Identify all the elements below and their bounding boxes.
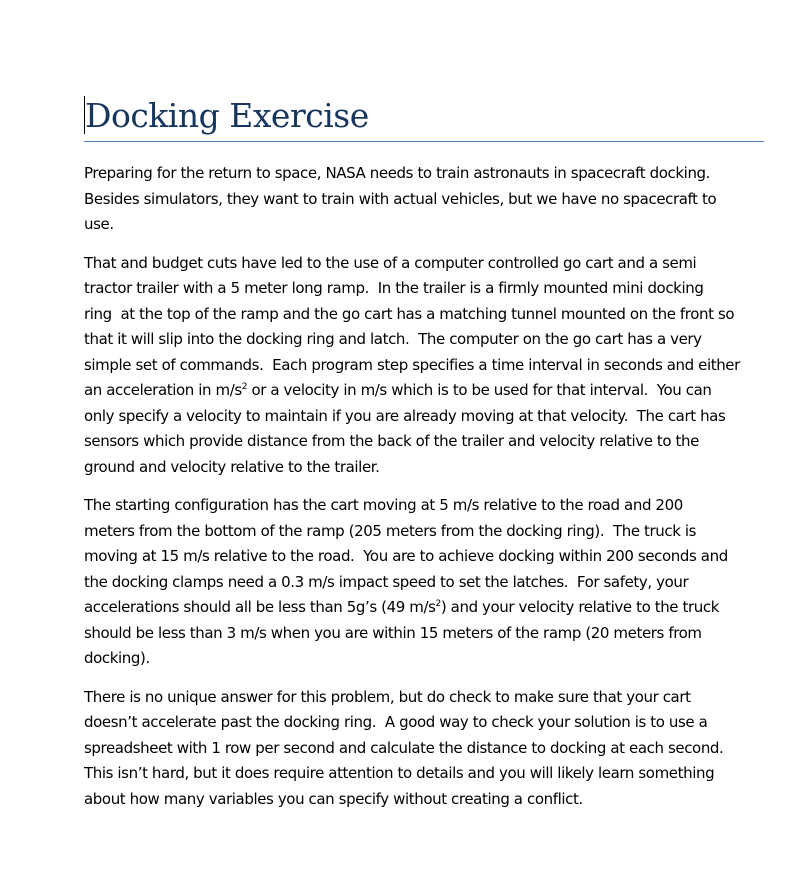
text-run: accelerations should all be less than 5g’s (49 m/s	[84, 598, 436, 616]
text-run: The starting configuration has the cart moving at 5 m/s relative to the road and 200	[84, 496, 683, 514]
text-run: ground and velocity relative to the trailer.	[84, 457, 380, 476]
text-run: Besides simulators, they want to train with actual vehicles, but we have no spacecraft to	[84, 189, 717, 208]
document-body[interactable]	[84, 161, 768, 825]
text-run: only specify a velocity to maintain if you are already moving at that velocity. The cart has	[84, 406, 726, 425]
text-run: use.	[84, 215, 114, 233]
text-run: the docking clamps need a 0.3 m/s impact speed to set the latches. For safety, your	[84, 572, 689, 591]
paragraph	[84, 251, 768, 481]
text-run: Preparing for the return to space, NASA needs to train astronauts in spacecraft docking.	[84, 164, 711, 182]
text-run: about how many variables you can specify without creating a conflict.	[84, 789, 583, 808]
paragraph	[84, 161, 768, 238]
text-line	[84, 212, 768, 238]
text-line	[84, 378, 768, 404]
paragraph	[84, 685, 768, 813]
text-run: should be less than 3 m/s when you are within 15 meters of the ramp (20 meters from	[84, 623, 702, 642]
text-run: that it will slip into the docking ring and latch. The computer on the go cart has a very	[84, 330, 702, 348]
text-line	[84, 187, 768, 213]
superscript: 2	[241, 382, 248, 392]
text-line	[84, 570, 768, 596]
text-run: docking).	[84, 649, 150, 667]
text-line	[84, 251, 768, 277]
text-run: doesn’t accelerate past the docking ring. A good way to check your solution is to use a	[84, 713, 708, 731]
text-run: There is no unique answer for this problem, but do check to make sure that your cart	[84, 687, 691, 706]
text-run: simple set of commands. Each program step specifies a time interval in seconds and either	[84, 355, 740, 374]
text-run: meters from the bottom of the ramp (205 meters from the docking ring). The truck is	[84, 521, 697, 540]
text-line	[84, 404, 768, 430]
text-line	[84, 493, 768, 519]
text-line	[84, 161, 768, 187]
text-line	[84, 595, 768, 621]
text-line	[84, 302, 768, 328]
text-run: moving at 15 m/s relative to the road. You are to achieve docking within 200 seconds and	[84, 547, 728, 565]
title-underline	[84, 141, 764, 142]
text-line	[84, 327, 768, 353]
text-line	[84, 710, 768, 736]
text-line	[84, 685, 768, 711]
text-line	[84, 646, 768, 672]
document-title[interactable]: Docking Exercise	[85, 96, 369, 135]
text-run: an acceleration in m/s	[84, 381, 242, 399]
text-run: This isn’t hard, but it does require attention to details and you will likely learn something	[84, 764, 715, 782]
text-line	[84, 736, 768, 762]
text-line	[84, 544, 768, 570]
text-line	[84, 787, 768, 813]
text-run: ring at the top of the ramp and the go cart has a matching tunnel mounted on the front so	[84, 304, 735, 323]
text-line	[84, 276, 768, 302]
text-run: spreadsheet with 1 row per second and calculate the distance to docking at each second.	[84, 738, 724, 757]
text-line	[84, 519, 768, 545]
text-line	[84, 455, 768, 481]
superscript: 2	[435, 599, 441, 609]
text-line	[84, 353, 768, 379]
text-run: That and budget cuts have led to the use of a computer controlled go cart and a semi	[84, 253, 697, 272]
text-line	[84, 429, 768, 455]
text-run: sensors which provide distance from the back of the trailer and velocity relative to the	[84, 432, 699, 450]
text-line	[84, 761, 768, 787]
text-line	[84, 621, 768, 647]
text-run: tractor trailer with a 5 meter long ramp. In the trailer is a firmly mounted mini docking	[84, 279, 704, 297]
text-run: or a velocity in m/s which is to be used for that interval. You can	[247, 381, 712, 399]
text-run: ) and your velocity relative to the truck	[440, 598, 719, 616]
paragraph	[84, 493, 768, 672]
